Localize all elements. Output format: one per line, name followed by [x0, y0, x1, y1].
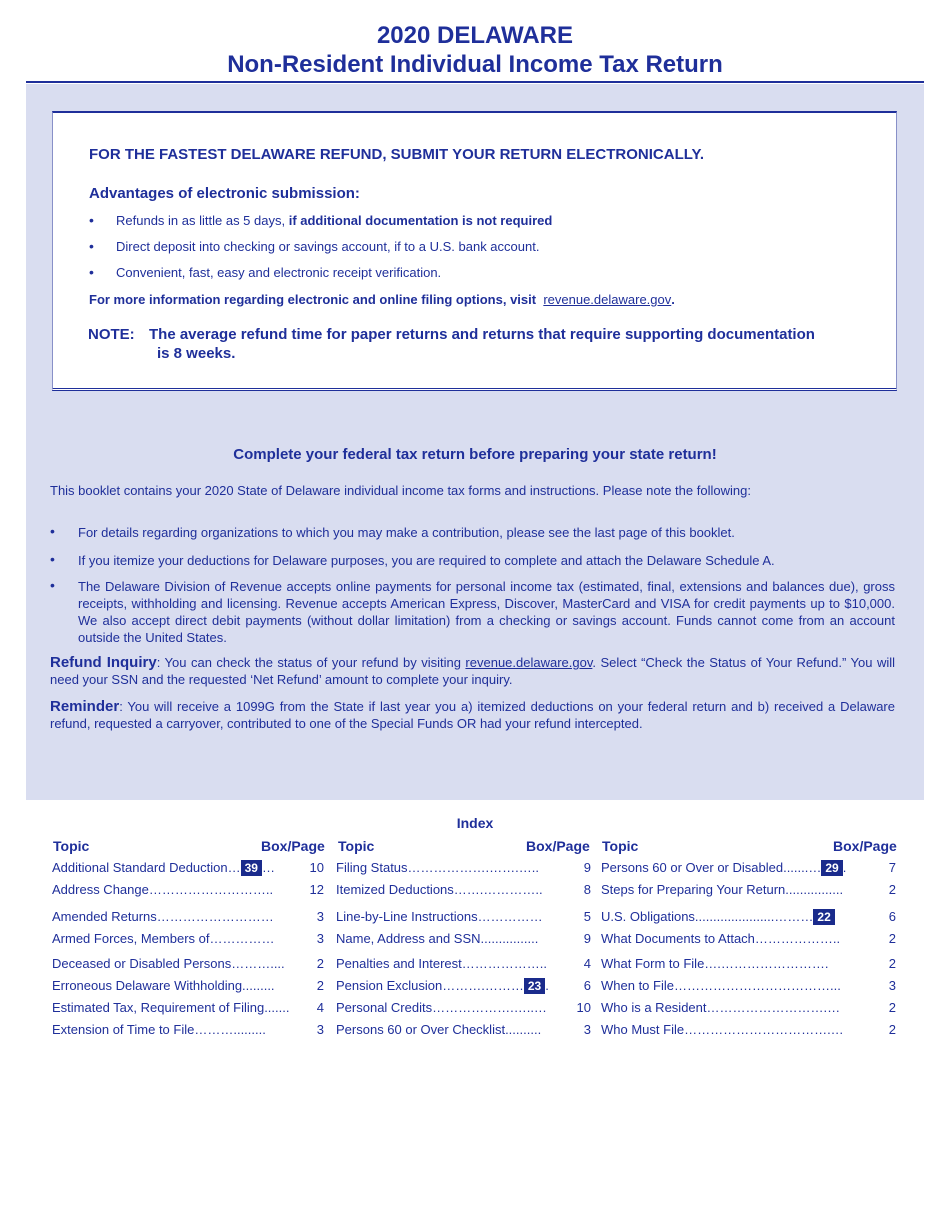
index-page-number: 5: [583, 909, 591, 924]
note-bullet-2: If you itemize your deductions for Delaware purposes, you are required to complete and attach the Delaware Schedule A.: [78, 553, 775, 568]
index-page-number: 2: [316, 978, 324, 993]
index-topic: [52, 860, 275, 876]
index-page-number: 12: [309, 882, 324, 897]
advantage-1-text: Refunds in as little as 5 days,: [116, 213, 289, 228]
index-topic-label: What Form to File….…………………….: [601, 956, 829, 971]
index-topic: [336, 860, 539, 875]
advantage-item-1: [116, 213, 552, 228]
index-page-number: 3: [316, 1022, 324, 1037]
index-page-number: 10: [309, 860, 324, 875]
index-topic-leader: …: [261, 860, 275, 875]
index-topic-label: Personal Credits……………….…..…: [336, 1000, 547, 1015]
advantage-item-2: Direct deposit into checking or savings account, if to a U.S. bank account.: [116, 239, 540, 254]
index-topic: [601, 1022, 844, 1037]
efile-headline: FOR THE FASTEST DELAWARE REFUND, SUBMIT YOUR RETURN ELECTRONICALLY.: [89, 146, 705, 163]
more-info-text: For more information regarding electronic and online filing options, visit: [89, 292, 537, 307]
index-page-number: 8: [583, 882, 591, 897]
index-topic-label: Pension Exclusion……….………: [336, 978, 524, 993]
index-topic-label: Additional Standard Deduction…: [52, 860, 241, 875]
index-topic-label: U.S. Obligations......................………: [601, 909, 814, 924]
bullet-mark: •: [50, 523, 55, 539]
advantage-1-bold: if additional documentation is not required: [288, 213, 553, 228]
index-topic: [336, 931, 538, 946]
index-topic-leader: .: [842, 860, 847, 875]
index-topic-label: Address Change………………………..: [52, 882, 274, 897]
index-page-number: 2: [888, 1000, 896, 1015]
index-topic-label: Estimated Tax, Requirement of Filing.......: [52, 1000, 290, 1015]
index-topic: [52, 882, 273, 897]
index-col2-page-header: Box/Page: [526, 838, 590, 854]
index-page-number: 10: [576, 1000, 591, 1015]
note-bullet-3: The Delaware Division of Revenue accepts online payments for personal income tax (estimated, final, extensions and balances due), gross receipts, withholding and licensing. Revenue accepts American Express, Discover, MasterCard and VISA for credit payments up to $10,000. We also accept direct debit payments (without dollar limitation) from a checking or savings account. Funds cannot come from an account outside the United States.: [78, 579, 895, 645]
advantage-item-3: Convenient, fast, easy and electronic receipt verification.: [116, 265, 442, 280]
index-topic-label: Itemized Deductions…….…………..: [336, 882, 543, 897]
index-topic-label: Erroneous Delaware Withholding.........: [52, 978, 275, 993]
index-box-number: 39: [241, 860, 262, 876]
index-page-number: 4: [316, 1000, 324, 1015]
note-line-1: The average refund time for paper returns and returns that require supporting documentation: [149, 326, 815, 343]
refund-link[interactable]: revenue.delaware.gov: [465, 655, 593, 670]
index-page-number: 2: [888, 1022, 896, 1037]
index-col3-page-header: Box/Page: [833, 838, 897, 854]
index-topic-label: When to File………………………………...: [601, 978, 841, 993]
index-topic-label: Line-by-Line Instructions……………: [336, 909, 543, 924]
title-year-state: 2020 DELAWARE: [376, 22, 574, 49]
index-col3-topic-header: Topic: [602, 838, 639, 854]
index-title: Index: [456, 815, 494, 831]
refund-inquiry-label: Refund Inquiry: [50, 654, 157, 671]
note-bullet-1: For details regarding organizations to which you may make a contribution, please see the last page of this booklet.: [78, 525, 735, 540]
index-topic: [52, 909, 274, 924]
bullet-mark: •: [89, 212, 94, 228]
title-form-name: Non-Resident Individual Income Tax Return: [227, 51, 723, 78]
index-topic: [336, 956, 547, 971]
index-topic-label: Armed Forces, Members of……………: [52, 931, 275, 946]
revenue-link[interactable]: revenue.delaware.gov: [543, 292, 672, 307]
index-topic: [336, 1022, 541, 1037]
index-page-number: 2: [888, 882, 896, 897]
index-page-number: 2: [888, 931, 896, 946]
index-topic-label: Filing Status……………….…….…..: [336, 860, 539, 875]
index-topic: [601, 909, 835, 925]
index-topic: [336, 1000, 547, 1015]
refund-inquiry-text-2: . Select “Check the Status of Your Refund.” You will need your SSN and the requested ‘Net Refund’ amount to complete your inquiry.: [50, 655, 896, 687]
complete-federal-heading: Complete your federal tax return before preparing your state return!: [233, 446, 717, 463]
bullet-mark: •: [89, 264, 94, 280]
note-label: NOTE:: [88, 326, 135, 343]
index-page-number: 9: [583, 931, 591, 946]
index-page-number: 6: [888, 909, 896, 924]
index-topic: [52, 931, 275, 946]
index-box-number: 29: [821, 860, 842, 876]
more-info-line: [89, 292, 675, 307]
efile-notice-box: [52, 111, 897, 391]
index-box-number: 22: [813, 909, 834, 925]
index-topic-label: Extension of Time to File……….........: [52, 1022, 266, 1037]
index-page-number: 4: [583, 956, 591, 971]
index-page-number: 3: [316, 909, 324, 924]
index-page-number: 2: [316, 956, 324, 971]
bullet-mark: •: [50, 551, 55, 567]
index-topic: [336, 882, 543, 897]
index-col1-page-header: Box/Page: [261, 838, 325, 854]
index-topic-label: Name, Address and SSN................: [336, 931, 539, 946]
index-topic-label: What Documents to Attach………………..: [601, 931, 841, 946]
index-col1-topic-header: Topic: [53, 838, 90, 854]
index-topic: [52, 1000, 289, 1015]
index-page-number: 3: [316, 931, 324, 946]
index-topic-label: Persons 60 or Over Checklist..........: [336, 1022, 542, 1037]
index-page-number: 3: [888, 978, 896, 993]
index-topic-label: Who Must File…………………………….…: [601, 1022, 844, 1037]
more-info-period: .: [671, 292, 675, 307]
index-page-number: 2: [888, 956, 896, 971]
index-col2-topic-header: Topic: [338, 838, 375, 854]
index-topic-label: Deceased or Disabled Persons………....: [52, 956, 285, 971]
index-topic: [336, 909, 543, 924]
index-topic: [52, 956, 285, 971]
index-topic: [52, 978, 275, 993]
index-topic: [601, 860, 846, 876]
advantages-title: Advantages of electronic submission:: [89, 185, 360, 202]
index-page-number: 3: [583, 1022, 591, 1037]
bullet-mark: •: [50, 577, 55, 593]
index-topic: [601, 956, 829, 971]
index-topic: [52, 1022, 266, 1037]
index-box-number: 23: [524, 978, 545, 994]
reminder-text: : You will receive a 1099G from the State if last year you a) itemized deductions on your federal return and b) received a Delaware refund, requested a carryover, contributed to one of the Special Funds OR had your refund intercepted.: [50, 699, 895, 731]
bullet-mark: •: [89, 238, 94, 254]
index-topic: [601, 882, 843, 897]
index-topic-label: Amended Returns………………………: [52, 909, 274, 924]
index-topic-label: Persons 60 or Over or Disabled.......…: [601, 860, 822, 875]
index-topic-label: Penalties and Interest………………..: [336, 956, 547, 971]
title-rule: [26, 81, 924, 83]
index-page-number: 6: [583, 978, 591, 993]
note-line-2: is 8 weeks.: [157, 345, 236, 362]
index-topic: [601, 978, 841, 993]
index-page-number: 7: [888, 860, 896, 875]
index-topic-label: Steps for Preparing Your Return................: [601, 882, 844, 897]
intro-paragraph: This booklet contains your 2020 State of Delaware individual income tax forms and instructions. Please note the following:: [50, 483, 751, 498]
index-topic: [601, 931, 840, 946]
reminder-paragraph: [50, 698, 895, 732]
index-page-number: 9: [583, 860, 591, 875]
index-topic: [336, 978, 549, 994]
index-topic: [601, 1000, 840, 1015]
refund-inquiry-paragraph: [50, 654, 895, 688]
reminder-label: Reminder: [50, 698, 120, 715]
index-topic-leader: .: [545, 978, 549, 993]
index-topic-label: Who is a Resident……………………….…: [601, 1000, 841, 1015]
refund-inquiry-text: : You can check the status of your refund by visiting: [156, 655, 466, 670]
